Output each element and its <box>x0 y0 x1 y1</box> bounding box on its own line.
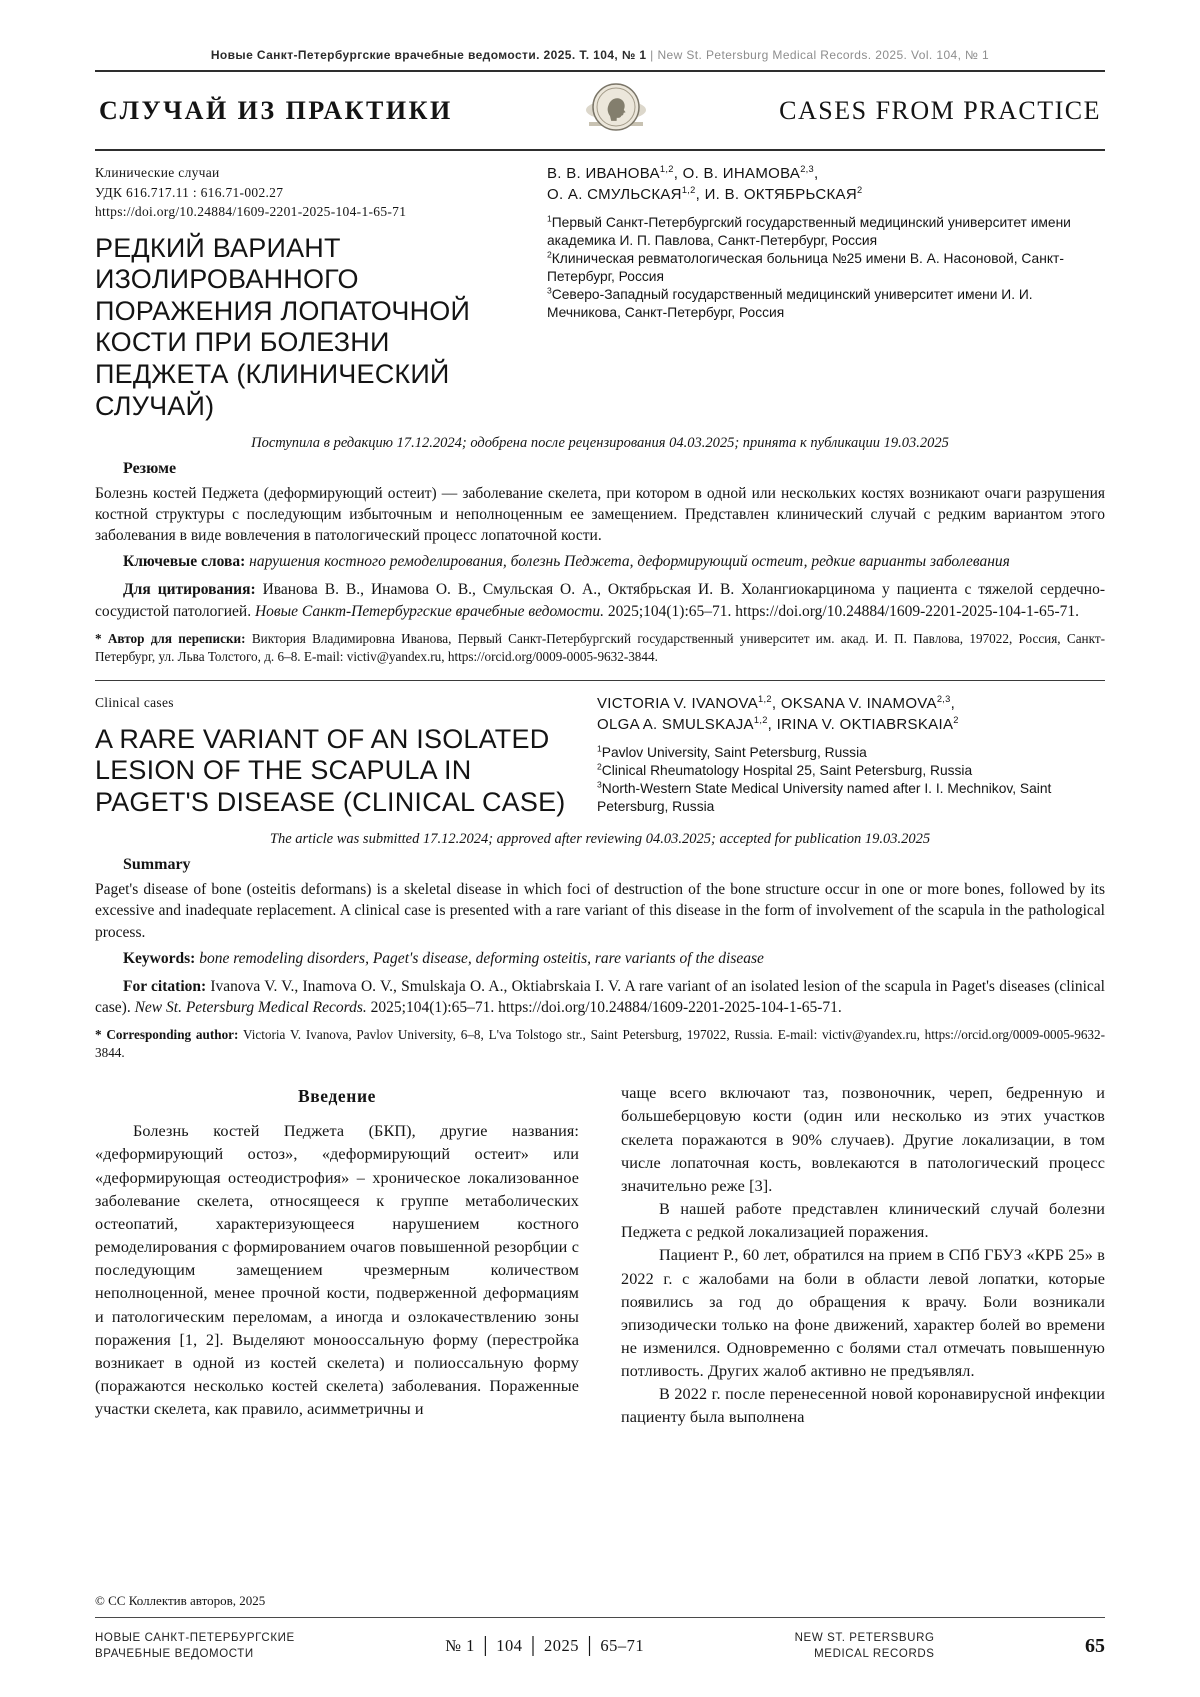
authors-line-ru <box>547 163 1105 184</box>
journal-emblem-icon <box>585 81 647 140</box>
author-name: IRINA V. OKTIABRSKAIA$^2$ <box>776 715 959 734</box>
affiliation: $^3$North-Western State Medical University named after I. I. Mechnikov, Saint Petersburg, Russia <box>597 779 1052 814</box>
abstract-ru: Болезнь костей Педжета (деформирующий остеит) — заболевание скелета, при котором в одной или нескольких костях возникают очаги разрушения костной структуры с последующим избыточным и неполноценным ее замещением. Представлен клинический случай с редким вариантом этого заболевания в виде вовлечения в патологический процесс лопаточной кости. <box>95 485 1105 545</box>
authors-line-ru <box>547 184 1105 205</box>
body-paragraph: чаще всего включают таз, позвоночник, череп, бедренную и большеберцовую кости (один или несколько из этих участков скелета поражаются в 90% случаев). Другие локализации, в том числе лопаточная кость, вовлекаются в патологический процесс значительно реже [3]. <box>621 1084 1105 1195</box>
intro-heading: Введение <box>297 1086 376 1107</box>
submission-dates-en: The article was submitted 17.12.2024; approved after reviewing 04.03.2025; accepted for publication 19.03.2025 <box>269 831 931 848</box>
running-header-ru: Новые Санкт-Петербургские врачебные ведомости. 2025. Т. 104, № 1 <box>210 48 647 62</box>
article-title-en: A RARE VARIANT OF AN ISOLATED LESION OF THE SCAPULA IN PAGET'S DISEASE (CLINICAL CASE) <box>95 723 566 817</box>
header-rule-bottom <box>95 149 1105 151</box>
author-name: VICTORIA V. IVANOVA$^{1,2}$, <box>597 694 781 713</box>
meta-left-en <box>95 693 575 818</box>
keywords-en: Keywords: bone remodeling disorders, Paget's disease, deforming osteitis, rare variants of the disease <box>123 949 764 967</box>
page-footer <box>95 1593 1105 1663</box>
body-column-right <box>621 1082 1105 1429</box>
author-name: И. В. ОКТЯБРЬСКАЯ$^2$ <box>704 185 863 203</box>
meta-right-en <box>597 693 1105 818</box>
affiliation: $^2$Clinical Rheumatology Hospital 25, Saint Petersburg, Russia <box>597 761 973 778</box>
submission-dates-ru: Поступила в редакцию 17.12.2024; одобрена после рецензирования 04.03.2025; принята к публикации 19.03.2025 <box>251 435 949 452</box>
author-name: В. В. ИВАНОВА$^{1,2}$, <box>547 164 683 182</box>
doi-link[interactable]: https://doi.org/10.24884/1609-2201-2025-104-1-65-71 <box>95 204 407 220</box>
body-paragraph: В 2022 г. после перенесенной новой коронавирусной инфекции пациенту была выполнена <box>621 1385 1105 1427</box>
author-name: OKSANA V. INAMOVA$^{2,3}$, <box>780 694 956 713</box>
corresponding-author-en: * Corresponding author: Victoria V. Ivanova, Pavlov University, 6–8, L'va Tolstogo str., Saint Petersburg, 197022, Russia. E-mail: victiv@yandex.ru, https://orcid.org/0009-0005-9632-3844. <box>95 1026 1105 1061</box>
footer-journal-en: NEW ST. PETERSBURG MEDICAL RECORDS <box>794 1631 935 1661</box>
meta-left-ru <box>95 163 525 422</box>
article-body <box>95 1082 1105 1429</box>
citation-en: For citation: Ivanova V. V., Inamova O. V., Smulskaja O. A., Oktiabrskaia I. V. A rare variant of an isolated lesion of the scapula in Paget's diseases (clinical case). New St. Petersburg Medical Records. 2025;104(1):65–71. https://doi.org/10.24884/1609-2201-2025-104-1-65-71. <box>95 977 1105 1016</box>
keywords-ru: Ключевые слова: нарушения костного ремоделирования, болезнь Педжета, деформирующий остеит, редкие варианты заболевания <box>123 553 1010 571</box>
running-header-en: | New St. Petersburg Medical Records. 2025. Vol. 104, № 1 <box>646 48 990 62</box>
affiliation: $^1$Первый Санкт-Петербургский государственный медицинский университет имени академика И. П. Павлова, Санкт-Петербург, Россия <box>547 213 1071 248</box>
summary-heading-ru: Резюме <box>123 460 177 478</box>
section-banner-title-ru: СЛУЧАЙ ИЗ ПРАКТИКИ <box>99 95 453 125</box>
abstract-en: Paget's disease of bone (osteitis deformans) is a skeletal disease in which foci of destruction of the bone structure occur in one or more bones, followed by its excessive and inadequate replacement. A clinical case is presented with a rare variant of this disease in the form of involvement of the scapula in the pathological process. <box>95 881 1105 941</box>
affiliation: $^3$Северо-Западный государственный медицинский университет имени И. И. Мечникова, Санкт-Петербург, Россия <box>547 285 1033 320</box>
copyright-notice: © СС Коллектив авторов, 2025 <box>95 1592 266 1608</box>
citation-ru: Для цитирования: Иванова В. В., Инамова О. В., Смульская О. А., Октябрьская И. В. Холангиокарцинома у пациента с тяжелой сердечно-сосудистой патологией. Новые Санкт-Петербургские врачебные ведомости. 2025;104(1):65–71. https://doi.org/10.24884/1609-2201-2025-104-1-65-71. <box>95 581 1105 620</box>
udc-code: УДК 616.717.11 : 616.71-002.27 <box>95 184 284 200</box>
section-banner-title-en: CASES FROM PRACTICE <box>779 95 1101 125</box>
section-label-en: Clinical cases <box>95 695 174 711</box>
author-name: OLGA A. SMULSKAJA$^{1,2}$, <box>597 715 777 734</box>
corresponding-author-ru: * Автор для переписки: Виктория Владимировна Иванова, Первый Санкт-Петербургский государственный университет им. акад. И. П. Павлова, 197022, Россия, Санкт-Петербург, ул. Льва Толстого, д. 6–8. E-mail: victiv@yandex.ru, https://orcid.org/0009-0005-9632-3844. <box>95 630 1105 664</box>
body-paragraph: Болезнь костей Педжета (БКП), другие названия: «деформирующий остоз», «деформирующий остеит» или «деформирующая остеодистрофия» – хроническое локализованное заболевание скелета, относящееся к группе метаболических остеопатий, характеризующееся нарушением костного ремоделирования с формированием очагов повышенной резорбции с последующим замещением чрезмерным количеством неполноценной, менее прочной кости, подверженной деформациям и патологическим переломам, а иногда и озлокачествлению зоны поражения [1, 2]. Выделяют монооссальную форму (перестройка возникает в одной из костей скелета) и полиоссальную форму (поражаются несколько костей скелета) заболевания. Пораженные участки скелета, как правило, асимметричны и <box>95 1122 579 1419</box>
affiliation: $^2$Клиническая ревматологическая больница №25 имени В. А. Насоновой, Санкт-Петербург, Россия <box>547 249 1064 284</box>
authors-line-en <box>597 714 1105 735</box>
footer-bar <box>95 1620 1105 1663</box>
running-header <box>95 48 1105 62</box>
body-column-left <box>95 1082 579 1429</box>
affiliations-ru <box>547 214 1105 322</box>
author-name: О. В. ИНАМОВА$^{2,3}$, <box>682 164 819 182</box>
author-name: О. А. СМУЛЬСКАЯ$^{1,2}$, <box>547 185 705 203</box>
article-title-ru: РЕДКИЙ ВАРИАНТ ИЗОЛИРОВАННОГО ПОРАЖЕНИЯ ЛОПАТОЧНОЙ КОСТИ ПРИ БОЛЕЗНИ ПЕДЖЕТА (КЛИНИЧЕСКИЙ СЛУЧАЙ) <box>95 232 471 421</box>
footer-journal-ru: НОВЫЕ САНКТ-ПЕТЕРБУРГСКИЕ ВРАЧЕБНЫЕ ВЕДОМОСТИ <box>95 1631 295 1661</box>
footer-rule <box>95 1617 1105 1618</box>
section-divider <box>95 680 1105 681</box>
body-paragraph: В нашей работе представлен клинический случай болезни Педжета с редкой локализацией поражения. <box>621 1200 1105 1242</box>
meta-block-en <box>95 693 1105 818</box>
section-banner <box>95 72 1105 149</box>
meta-right-ru <box>547 163 1105 422</box>
affiliations-en <box>597 744 1105 816</box>
authors-line-en <box>597 693 1105 714</box>
page-number: 65 <box>1085 1634 1105 1657</box>
footer-issue-info: № 1 │ 104 │ 2025 │ 65–71 <box>445 1636 645 1656</box>
affiliation: $^1$Pavlov University, Saint Petersburg, Russia <box>597 743 867 761</box>
section-label-ru: Клинические случаи <box>95 165 220 180</box>
meta-block-ru <box>95 163 1105 422</box>
summary-heading-en: Summary <box>123 856 191 874</box>
body-paragraph: Пациент Р., 60 лет, обратился на прием в СПб ГБУЗ «КРБ 25» в 2022 г. с жалобами на боли в области левой лопатки, которые появились за год до обращения к врачу. Боли возникали эпизодически только на фоне движений, характер болей во времени не изменился. Одновременно с болями стал отмечать повышенную потливость. Других жалоб активно не предъявлял. <box>621 1246 1105 1381</box>
